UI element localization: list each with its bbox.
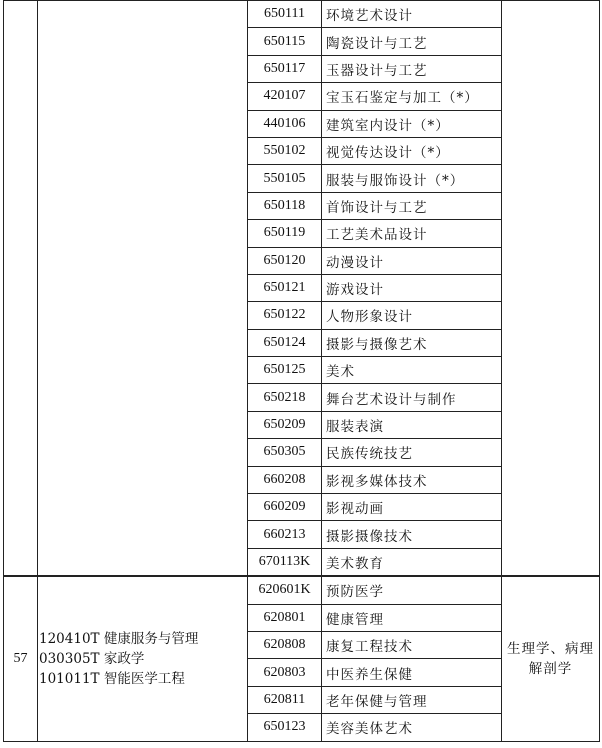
major-code: 650209 xyxy=(248,411,322,438)
major-code: 650121 xyxy=(248,274,322,301)
major-name: 动漫设计 xyxy=(322,247,502,274)
major-name: 老年保健与管理 xyxy=(322,686,502,713)
major-name: 视觉传达设计（*） xyxy=(322,137,502,164)
major-code: 620803 xyxy=(248,659,322,686)
major-name: 预防医学 xyxy=(322,576,502,604)
group-number-cell: 57 xyxy=(4,576,38,741)
undergrad-major: 030305T 家政学 xyxy=(39,650,145,667)
major-code: 440106 xyxy=(248,110,322,137)
major-name: 摄影摄像技术 xyxy=(322,521,502,548)
major-name: 民族传统技艺 xyxy=(322,439,502,466)
major-name: 影视多媒体技术 xyxy=(322,466,502,493)
major-name: 服装表演 xyxy=(322,411,502,438)
major-mapping-table xyxy=(3,0,600,742)
major-code: 620601K xyxy=(248,576,322,604)
major-code: 650117 xyxy=(248,55,322,82)
major-code: 650305 xyxy=(248,439,322,466)
major-name: 影视动画 xyxy=(322,494,502,521)
major-code: 670113K xyxy=(248,548,322,576)
major-code: 650118 xyxy=(248,192,322,219)
major-name: 康复工程技术 xyxy=(322,631,502,658)
major-code: 650124 xyxy=(248,329,322,356)
undergrad-major: 120410T 健康服务与管理 xyxy=(39,630,199,647)
major-code: 550105 xyxy=(248,165,322,192)
major-code: 620801 xyxy=(248,604,322,631)
major-code: 620811 xyxy=(248,686,322,713)
undergrad-majors-cell xyxy=(38,1,248,577)
major-name: 美容美体艺术 xyxy=(322,714,502,741)
major-code: 650122 xyxy=(248,302,322,329)
major-code: 420107 xyxy=(248,83,322,110)
table-row xyxy=(4,576,600,604)
major-name: 环境艺术设计 xyxy=(322,1,502,28)
major-name: 服装与服饰设计（*） xyxy=(322,165,502,192)
major-name: 陶瓷设计与工艺 xyxy=(322,28,502,55)
major-code: 550102 xyxy=(248,137,322,164)
major-code: 650120 xyxy=(248,247,322,274)
major-code: 650119 xyxy=(248,220,322,247)
undergrad-major: 101011T 智能医学工程 xyxy=(39,670,185,687)
major-name: 游戏设计 xyxy=(322,274,502,301)
major-name: 美术教育 xyxy=(322,548,502,576)
major-code: 660209 xyxy=(248,494,322,521)
major-code: 660208 xyxy=(248,466,322,493)
major-name: 工艺美术品设计 xyxy=(322,220,502,247)
major-name: 舞台艺术设计与制作 xyxy=(322,384,502,411)
major-name: 首饰设计与工艺 xyxy=(322,192,502,219)
basic-course-cell: 生理学、病理解剖学 xyxy=(502,576,600,741)
major-name: 摄影与摄像艺术 xyxy=(322,329,502,356)
major-name: 玉器设计与工艺 xyxy=(322,55,502,82)
major-name: 健康管理 xyxy=(322,604,502,631)
group-number-cell xyxy=(4,1,38,577)
major-code: 650115 xyxy=(248,28,322,55)
major-name: 宝玉石鉴定与加工（*） xyxy=(322,83,502,110)
major-code: 620808 xyxy=(248,631,322,658)
major-name: 中医养生保健 xyxy=(322,659,502,686)
undergrad-majors-cell xyxy=(38,576,248,741)
major-code: 650123 xyxy=(248,714,322,741)
table-row xyxy=(4,1,600,28)
major-name: 人物形象设计 xyxy=(322,302,502,329)
major-code: 650218 xyxy=(248,384,322,411)
basic-course-cell xyxy=(502,1,600,577)
major-name: 建筑室内设计（*） xyxy=(322,110,502,137)
major-code: 650125 xyxy=(248,357,322,384)
major-name: 美术 xyxy=(322,357,502,384)
major-code: 660213 xyxy=(248,521,322,548)
major-code: 650111 xyxy=(248,1,322,28)
